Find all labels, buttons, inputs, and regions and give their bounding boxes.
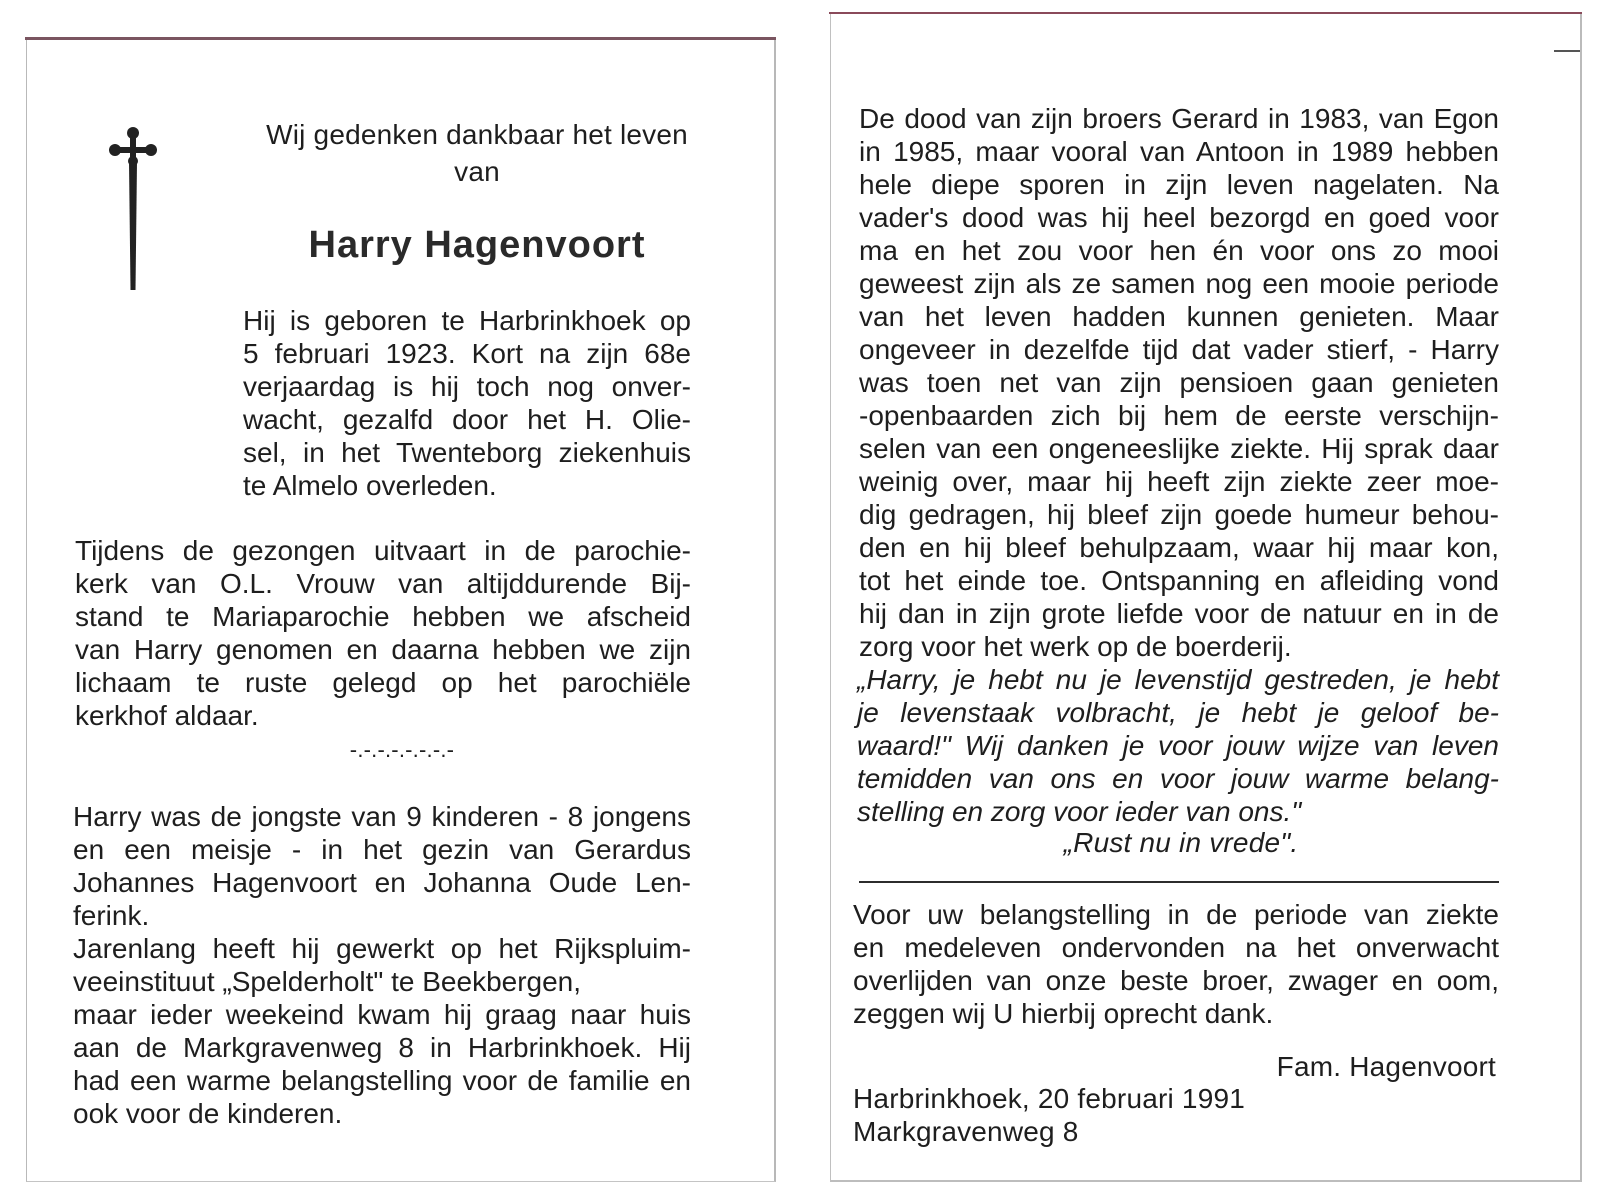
text-line: Jarenlang heeft hij gewerkt op het Rijkspluim- xyxy=(73,933,691,964)
text-line: je levenstaak volbracht, je hebt je geloof be- xyxy=(857,697,1499,728)
life-paragraph xyxy=(859,102,1499,663)
text-line: Hij is geboren te Harbrinkhoek op xyxy=(243,305,691,336)
closing-quote: „Rust nu in vrede". xyxy=(1063,827,1299,858)
text-line: vader's dood was hij heel bezorgd en goed voor xyxy=(859,202,1499,233)
text-line: Voor uw belangstelling in de periode van ziekte xyxy=(853,899,1499,930)
text-line: van Harry genomen en daarna hebben we zijn xyxy=(75,634,691,665)
text-line: zorg voor het werk op de boerderij. xyxy=(859,631,1292,662)
text-line: sel, in het Twenteborg ziekenhuis xyxy=(243,437,691,468)
text-line: van het leven hadden kunnen genieten. Maar xyxy=(859,301,1499,332)
memorial-card-right xyxy=(830,14,1582,1182)
text-line: hele diepe sporen in zijn leven nagelaten. Na xyxy=(859,169,1499,200)
text-line: was toen net van zijn pensioen gaan genieten xyxy=(859,367,1499,398)
birth-paragraph xyxy=(243,304,691,502)
text-line: -openbaarden zich bij hem de eerste verschijn- xyxy=(859,400,1499,431)
text-line: lichaam te ruste gelegd op het parochiële xyxy=(75,667,691,698)
signature: Fam. Hagenvoort xyxy=(1276,1051,1496,1082)
cross-icon xyxy=(105,122,161,292)
divider-line xyxy=(859,881,1499,883)
text-line: verjaardag is hij toch nog onver- xyxy=(243,371,691,402)
text-line: Tijdens de gezongen uitvaart in de parochie- xyxy=(75,535,691,566)
memorial-card-left xyxy=(26,40,776,1182)
text-line: ma en het zou voor hen én voor ons zo mooi xyxy=(859,235,1499,266)
text-line: maar ieder weekeind kwam hij graag naar huis xyxy=(73,999,691,1030)
text-line: waard!" Wij danken je voor jouw wijze van leven xyxy=(857,730,1499,761)
text-line: stand te Mariaparochie hebben we afscheid xyxy=(75,601,691,632)
text-line: ferink. xyxy=(73,900,150,931)
text-line: weinig over, maar hij heeft zijn ziekte zeer moe- xyxy=(859,466,1499,497)
text-line: en een meisje - in het gezin van Gerardus xyxy=(73,834,691,865)
place-date: Harbrinkhoek, 20 februari 1991 xyxy=(853,1083,1246,1114)
deceased-name: Harry Hagenvoort xyxy=(308,224,646,266)
text-line: had een warme belangstelling voor de familie en xyxy=(73,1065,691,1096)
text-line: Harry was de jongste van 9 kinderen - 8 jongens xyxy=(73,801,691,832)
heading-line-1: Wij gedenken dankbaar het leven xyxy=(266,119,688,150)
text-line: 5 februari 1923. Kort na zijn 68e xyxy=(243,338,691,369)
text-line: overlijden van onze beste broer, zwager en oom, xyxy=(853,965,1499,996)
text-line: geweest zijn als ze samen nog een mooie periode xyxy=(859,268,1499,299)
text-line: hij dan in zijn grote liefde voor de natuur en in de xyxy=(859,598,1499,629)
text-line: en medeleven ondervonden na het onverwacht xyxy=(853,932,1499,963)
text-line: zeggen wij U hierbij oprecht dank. xyxy=(853,998,1274,1029)
text-line: in 1985, maar vooral van Antoon in 1989 hebben xyxy=(859,136,1499,167)
separator: -.-.-.-.-.-.-.- xyxy=(349,737,455,762)
text-line: wacht, gezalfd door het H. Olie- xyxy=(243,404,691,435)
quote-paragraph xyxy=(857,663,1499,828)
heading-line-2: van xyxy=(454,156,500,187)
text-line: ongeveer in dezelfde tijd dat vader stierf, - Harry xyxy=(859,334,1499,365)
text-line: dig gedragen, hij bleef zijn goede humeur behou- xyxy=(859,499,1499,530)
text-line: stelling en zorg voor ieder van ons." xyxy=(857,796,1302,827)
text-line: Johannes Hagenvoort en Johanna Oude Len- xyxy=(73,867,691,898)
text-line: selen van een ongeneeslijke ziekte. Hij sprak daar xyxy=(859,433,1499,464)
text-line: kerkhof aldaar. xyxy=(75,700,259,731)
text-line: temidden van ons en voor jouw warme belang- xyxy=(857,763,1499,794)
funeral-paragraph xyxy=(75,534,691,732)
family-paragraph xyxy=(73,800,691,1130)
text-line: ook voor de kinderen. xyxy=(73,1098,343,1129)
text-line: te Almelo overleden. xyxy=(243,470,497,501)
text-line: den en hij bleef behulpzaam, waar hij maar kon, xyxy=(859,532,1499,563)
text-line: tot het einde toe. Ontspanning en afleiding vond xyxy=(859,565,1499,596)
text-line: De dood van zijn broers Gerard in 1983, van Egon xyxy=(859,103,1499,134)
text-line: kerk van O.L. Vrouw van altijddurende Bij- xyxy=(75,568,691,599)
card-corner-tab xyxy=(1554,50,1580,52)
text-line: aan de Markgravenweg 8 in Harbrinkhoek. Hij xyxy=(73,1032,691,1063)
address: Markgravenweg 8 xyxy=(853,1116,1079,1147)
thanks-paragraph xyxy=(853,898,1499,1030)
text-line: „Harry, je hebt nu je levenstijd gestreden, je hebt xyxy=(857,664,1499,695)
text-line: veeinstituut „Spelderholt" te Beekbergen, xyxy=(73,966,582,997)
